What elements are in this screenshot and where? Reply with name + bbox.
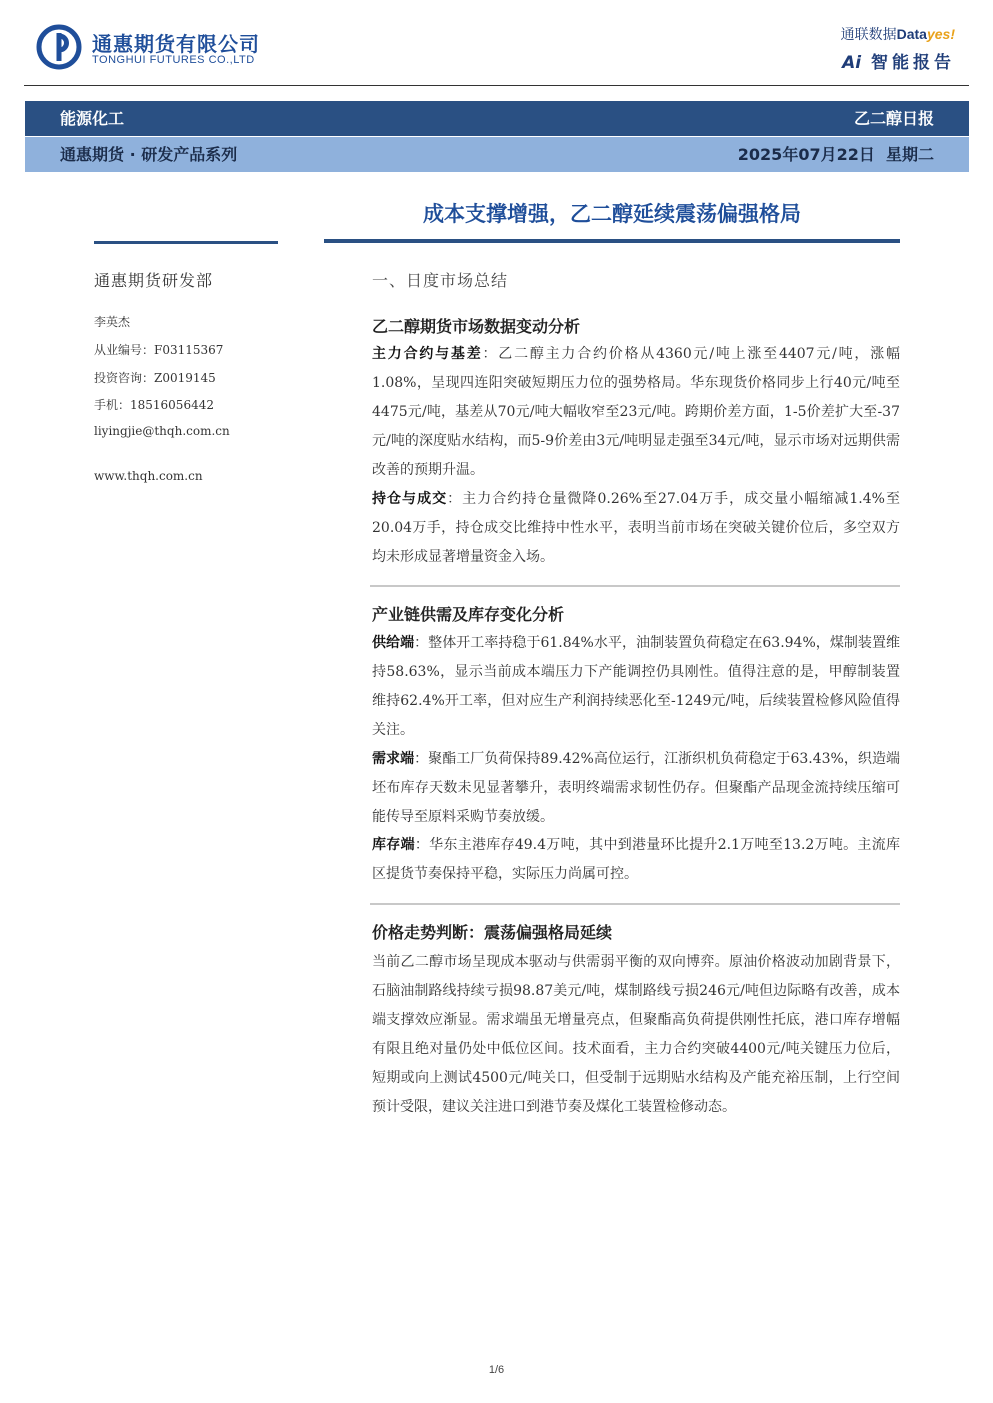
datayes-prefix: 通联数据	[840, 26, 897, 42]
consult-number: 投资咨询：Z0019145	[94, 371, 216, 385]
series-label: 通惠期货 · 研发产品系列	[60, 145, 238, 164]
datayes-logo	[841, 24, 955, 44]
email-link[interactable]: liyingjie@thqh.com.cn	[94, 424, 230, 438]
report-type-label: 乙二醇日报	[853, 109, 934, 128]
block1-heading: 乙二醇期货市场数据变动分析	[372, 317, 581, 336]
ai-report-label	[842, 48, 955, 73]
block2-paragraph-3	[372, 831, 900, 889]
p-label: 库存端	[372, 837, 415, 853]
ai-label: Ai	[842, 53, 862, 73]
series-banner	[25, 137, 969, 172]
p-label: 需求端	[372, 751, 415, 767]
block3-heading: 价格走势判断：震荡偏强格局延续	[372, 923, 613, 942]
section-divider	[370, 903, 900, 905]
block2-heading: 产业链供需及库存变化分析	[372, 605, 565, 624]
company-name-cn: 通惠期货有限公司	[92, 32, 260, 56]
p-label: 主力合约与基差	[372, 346, 483, 362]
phone-number: 手机：18516056442	[94, 398, 214, 412]
page-number: 1/6	[488, 1364, 505, 1376]
p-label: 持仓与成交	[372, 491, 448, 507]
p-text: ：主力合约持仓量微降0.26%至27.04万手，成交量小幅缩减1.4%至20.04万手，持仓成交比维持中性水平，表明当前市场在突破关键价位后，多空双方均未形成显著增量资金入场。	[372, 491, 901, 565]
p-label: 供给端	[372, 635, 415, 651]
ai-report-text: 智能报告	[871, 53, 955, 73]
license-number: 从业编号：F03115367	[94, 343, 224, 357]
title-underline	[324, 239, 900, 243]
p-text: ：整体开工率持稳于61.84%水平，油制装置负荷稳定在63.94%，煤制装置维持58.63%，显示当前成本端压力下产能调控仍具刚性。值得注意的是，甲醇制装置维持62.4%开工率，但对应生产利润持续恶化至-1249元/吨，后续装置检修风险值得关注。	[372, 635, 901, 738]
header-divider	[24, 85, 969, 86]
p-text: ：乙二醇主力合约价格从4360元/吨上涨至4407元/吨，涨幅1.08%，呈现四连阳突破短期压力位的强势格局。华东现货价格同步上行40元/吨至4475元/吨，基差从70元/吨大幅收窄至23元/吨。跨期价差方面，1-5价差扩大至-37元/吨的深度贴水结构，而5-9价差由3元/吨明显走强至34元/吨，显示市场对远期供需改善的预期升温。	[372, 346, 901, 478]
block2-paragraph-2	[372, 745, 900, 832]
p-text: ：华东主港库存49.4万吨，其中到港量环比提升2.1万吨至13.2万吨。主流库区提货节奏保持平稳，实际压力尚属可控。	[372, 837, 901, 882]
sector-label: 能源化工	[60, 109, 125, 128]
p-text: ：聚酯工厂负荷保持89.42%高位运行，江浙织机负荷稳定于63.43%，织造端坯布库存天数未见显著攀升，表明终端需求韧性仍存。但聚酯产品现金流持续压缩可能传导至原料采购节奏放缓。	[372, 751, 901, 825]
block1-paragraph-2	[372, 485, 900, 572]
report-title: 成本支撑增强，乙二醇延续震荡偏强格局	[423, 202, 801, 226]
website-link[interactable]: www.thqh.com.cn	[94, 469, 203, 483]
dept-name: 通惠期货研发部	[94, 271, 214, 290]
datayes-suffix: yes!	[926, 26, 955, 42]
company-name-en: TONGHUI FUTURES CO.,LTD	[92, 54, 255, 66]
block3-paragraph: 当前乙二醇市场呈现成本驱动与供需弱平衡的双向博弈。原油价格波动加剧背景下，石脑油制路线持续亏损98.87美元/吨，煤制路线亏损246元/吨但边际略有改善，成本端支撑效应渐显。需求端虽无增量亮点，但聚酯高负荷提供刚性托底，港口库存增幅有限且绝对量仍处中低位区间。技术面看，主力合约突破4400元/吨关键压力位后，短期或向上测试4500元/吨关口，但受制于远期贴水结构及产能充裕压制，上行空间预计受限，建议关注进口到港节奏及煤化工装置检修动态。	[372, 954, 900, 1115]
block2-paragraph-1	[372, 629, 900, 745]
report-date: 2025年07月22日 星期二	[737, 145, 934, 164]
datayes-brand: Data	[896, 26, 927, 42]
analyst-name: 李英杰	[94, 315, 131, 329]
sidebar-rule	[94, 241, 278, 244]
block1-paragraph-1	[372, 340, 900, 485]
company-logo-icon	[36, 24, 82, 70]
section-divider	[370, 585, 900, 587]
sector-banner	[25, 101, 969, 136]
section-heading: 一、日度市场总结	[372, 271, 509, 290]
